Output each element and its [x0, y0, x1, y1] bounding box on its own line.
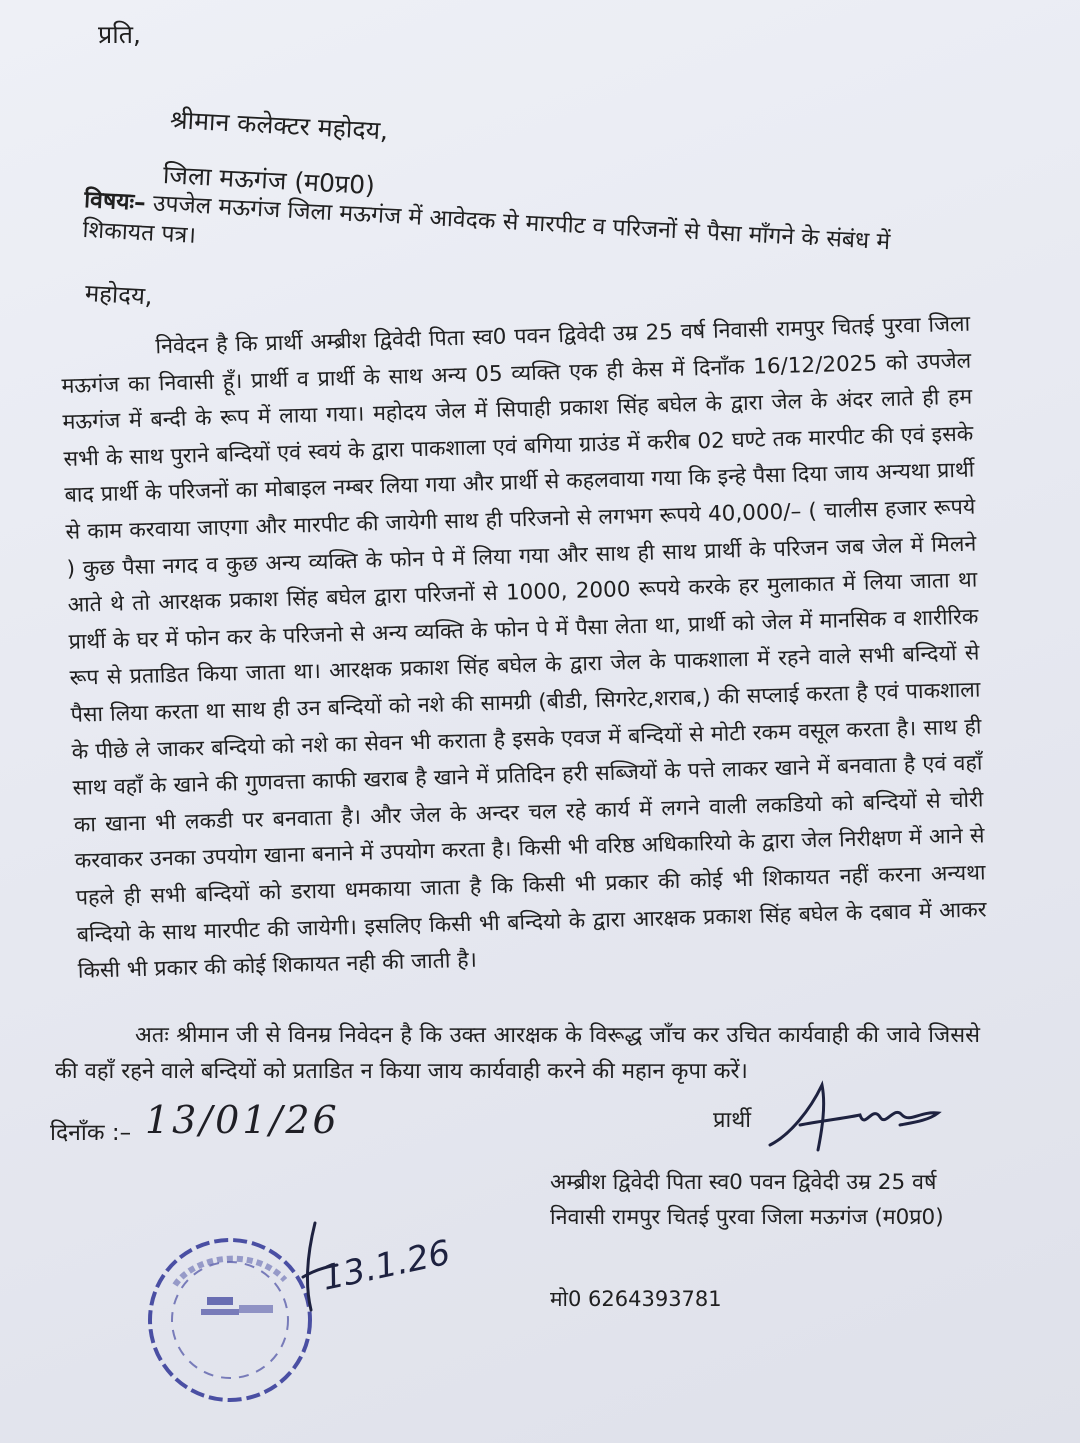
mobile-number: मो0 6264393781 [550, 1287, 722, 1311]
salutation: महोदय, [84, 279, 154, 311]
receipt-date: 13.1.26 [318, 1232, 454, 1299]
applicant-signature [760, 1075, 950, 1165]
body-paragraph: निवेदन है कि प्रार्थी अम्ब्रीश द्विवेदी पिता स्व0 पवन द्विवेदी उम्र 25 वर्ष निवासी रामपुर चितई पुरवा जिला मऊगंज का निवासी हूँ। प्रार्थी व प्रार्थी के साथ अन्य 05 व्यक्ति एक ही केस में दिनॉंक 16/12/2025 को उपजेल मऊगंज में बन्दी के रूप में लाया गया। महोदय जेल में सिपाही प्रकाश सिंह बघेल के द्वारा जेल के अंदर लाते ही हम सभी के साथ पुराने बन्दियों एवं स्वयं के द्वारा पाकशाला एवं बगिया ग्राउंड में करीब 02 घण्टे तक मारपीट की एवं इसके बाद प्रार्थी के परिजनों का मोबाइल नम्बर लिया गया और प्रार्थी से कहलवाया गया कि इन्हे पैसा दिया जाय अन्यथा प्रार्थी से काम करवाया जाएगा और मारपीट की जायेगी साथ ही परिजनो से लगभग रूपये 40,000/– ( चालीस हजार रूपये ) कुछ पैसा नगद व कुछ अन्य व्यक्ति के फोन पे में लिया गया और साथ ही साथ प्रार्थी के परिजन जब जेल में मिलने आते थे तो आरक्षक प्रकाश सिंह बघेल द्वारा परिजनों से 1000, 2000 रूपये करके हर मुलाकात में लिया जाता था प्रार्थी के घर में फोन कर के परिजनो से अन्य व्यक्ति के फोन पे में पैसा लेता था, प्रार्थी को जेल में मानसिक व शारीरिक रूप से प्रताडित किया जाता था। आरक्षक प्रकाश सिंह बघेल के द्वारा जेल के पाकशाला में रहने वाले सभी बन्दियों से पैसा लिया करता था साथ ही उन बन्दियों को नशे की सामग्री (बीडी, सिगरेट,शराब,) की सप्लाई करता है एवं पाकशाला के पीछे ले जाकर बन्दियो को नशे का सेवन भी कराता है इसके एवज में बन्दियों से मोटी रकम वसूल करता है। साथ ही साथ वहॉं के खाने की गुणवत्ता काफी खराब है खाने में प्रतिदिन हरी सब्जियों के पत्ते लाकर खाने में बनवाता है एवं वहॉं का खाना भी लकडी पर बनवाता है। और जेल के अन्दर चल रहे कार्य में लगने वाली लकडियो को बन्दियों से चोरी करवाकर उनका उपयोग खाना बनाने में उपयोग करता है। किसी भी वरिष्ठ अधिकारियो के द्वारा जेल निरीक्षण में आने से पहले ही सभी बन्दियों को डराया धमकाया जाता है कि किसी भी प्रकार की कोई भी शिकायत नहीं करना अन्यथा बन्दियो के साथ मारपीट की जायेगी। इसलिए किसी भी बन्दियो के द्वारा आरक्षक प्रकाश सिंह बघेल के दबाव में आकर किसी भी प्रकार की कोई शिकायत नही की जाती है। [61, 311, 987, 984]
handwritten-date: 13/01/26 [145, 1098, 340, 1142]
subject-text: उपजेल मऊगंज जिला मऊगंज में आवेदक से मारपीट व परिजनों से पैसा मॉंगने के संबंध में शिकायत पत्र। [81, 190, 891, 256]
applicant-details: अम्ब्रीश द्विवेदी पिता स्व0 पवन द्विवेदी उम्र 25 वर्ष निवासी रामपुर चितई पुरवा जिला मऊगंज (म0प्र0) [550, 1170, 944, 1230]
receipt-signature [285, 1215, 485, 1325]
to-line: प्रति, [98, 20, 141, 49]
subject-label: विषयः– [83, 186, 147, 217]
letter-body [60, 307, 988, 991]
addressee-line-2: जिला मऊगंज (म0प्र0) [162, 160, 376, 201]
addressee-line-1: श्रीमान कलेक्टर महोदय, [169, 105, 389, 146]
subject [82, 185, 964, 291]
date-label: दिनॉंक :– [50, 1120, 132, 1146]
applicant-label: प्रार्थी [713, 1108, 751, 1133]
request-paragraph: अतः श्रीमान जी से विनम्र निवेदन है कि उक्त आरक्षक के विरूद्ध जॉंच कर उचित कार्यवाही की जावे जिससे की वहॉं रहने वाले बन्दियों को प्रताडित न किया जाय कार्यवाही करने की महान कृपा करें। [55, 1023, 980, 1084]
